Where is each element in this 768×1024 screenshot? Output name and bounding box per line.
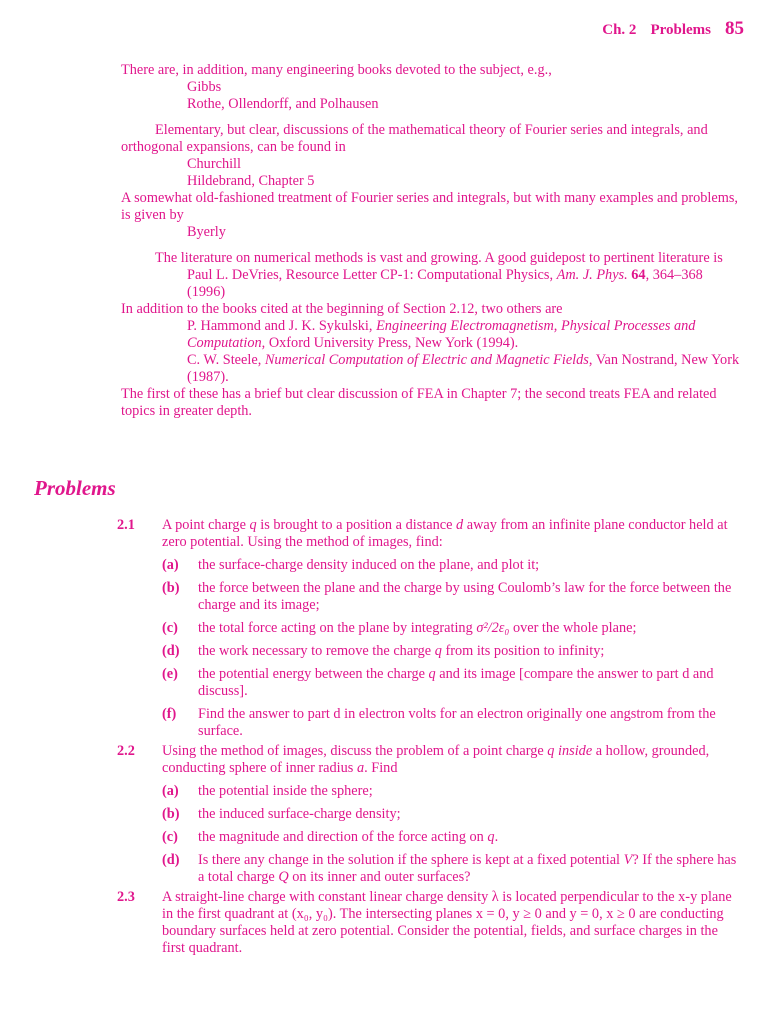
problem-2-1 xyxy=(117,517,740,740)
problem-part-c: (c) the total force acting on the plane by integrating σ²/2ε₀ over the whole plane; xyxy=(162,620,637,636)
problem-intro: A point charge q is brought to a position a distance d away from an infinite plane conductor held at zero potential. Using the method of images, find: xyxy=(162,517,728,550)
problem-part-e: (e) the potential energy between the charge q and its image [compare the answer to part d and discuss]. xyxy=(162,666,714,699)
problem-list xyxy=(117,517,740,960)
running-header xyxy=(602,18,744,40)
ref-steele: C. W. Steele, Numerical Computation of Electric and Magnetic Fields, Van Nostrand, New York (1987). xyxy=(187,352,740,385)
problem-body xyxy=(162,743,740,886)
problem-part-b: (b) the induced surface-charge density; xyxy=(162,806,401,822)
ref-paragraph-5: In addition to the books cited at the beginning of Section 2.12, two others are xyxy=(121,301,563,317)
ref-churchill: Churchill xyxy=(187,156,242,172)
problems-heading: Problems xyxy=(34,476,116,500)
ref-paragraph-2: Elementary, but clear, discussions of the mathematical theory of Fourier series and integrals, and orthogonal expansions, can be found in xyxy=(121,122,708,155)
problem-2-2 xyxy=(117,743,740,886)
ref-devries: Paul L. DeVries, Resource Letter CP-1: Computational Physics, Am. J. Phys. 64, 364–368 (1996) xyxy=(187,267,703,300)
problem-number: 2.2 xyxy=(117,743,135,759)
ref-gibbs: Gibbs xyxy=(187,79,222,95)
problem-part-b: (b) the force between the plane and the charge by using Coulomb’s law for the force between the charge and its image; xyxy=(162,580,732,613)
ref-rothe: Rothe, Ollendorff, and Polhausen xyxy=(187,96,379,112)
ref-paragraph-3: A somewhat old-fashioned treatment of Fourier series and integrals, but with many examples and problems, is given by xyxy=(121,190,738,223)
problem-part-d: (d) Is there any change in the solution if the sphere is kept at a fixed potential V? If the sphere has a total charge Q on its inner and outer surfaces? xyxy=(162,852,737,885)
problem-part-a: (a) the potential inside the sphere; xyxy=(162,783,373,799)
reference-section xyxy=(121,62,743,420)
problem-part-a: (a) the surface-charge density induced on the plane, and plot it; xyxy=(162,557,540,573)
ref-hildebrand: Hildebrand, Chapter 5 xyxy=(187,173,315,189)
ref-hammond: P. Hammond and J. K. Sykulski, Engineering Electromagnetism, Physical Processes and Computation, Oxford University Press, New York (1994). xyxy=(187,318,696,351)
problem-2-3 xyxy=(117,889,740,957)
ref-paragraph-4: The literature on numerical methods is vast and growing. A good guidepost to pertinent literature is xyxy=(155,250,723,266)
chapter-label: Ch. 2 xyxy=(602,22,637,38)
ref-byerly: Byerly xyxy=(187,224,226,240)
problem-part-d: (d) the work necessary to remove the charge q from its position to infinity; xyxy=(162,643,605,659)
section-label: Problems xyxy=(650,22,711,38)
ref-paragraph-1: There are, in addition, many engineering books devoted to the subject, e.g., xyxy=(121,62,552,78)
problem-part-f: (f) Find the answer to part d in electron volts for an electron originally one angstrom from the surface. xyxy=(162,706,716,739)
problem-part-c: (c) the magnitude and direction of the force acting on q. xyxy=(162,829,499,845)
ref-paragraph-6: The first of these has a brief but clear discussion of FEA in Chapter 7; the second treats FEA and related topics in greater depth. xyxy=(121,386,717,419)
problem-body: A straight-line charge with constant linear charge density λ is located perpendicular to the x-y plane in the first quadrant at (x₀, y₀). The intersecting planes x = 0, y ≥ 0 and y = 0, x ≥ 0 are conducting boundary surfaces held at zero potential. Consider the potential, fields, and surface charges in the first quadrant. xyxy=(162,889,732,956)
problem-intro: Using the method of images, discuss the problem of a point charge q inside a hollow, grounded, conducting sphere of inner radius a. Find xyxy=(162,743,710,776)
page-number: 85 xyxy=(725,18,744,39)
problem-body xyxy=(162,517,740,740)
problem-number: 2.1 xyxy=(117,517,135,533)
problem-number: 2.3 xyxy=(117,889,135,905)
